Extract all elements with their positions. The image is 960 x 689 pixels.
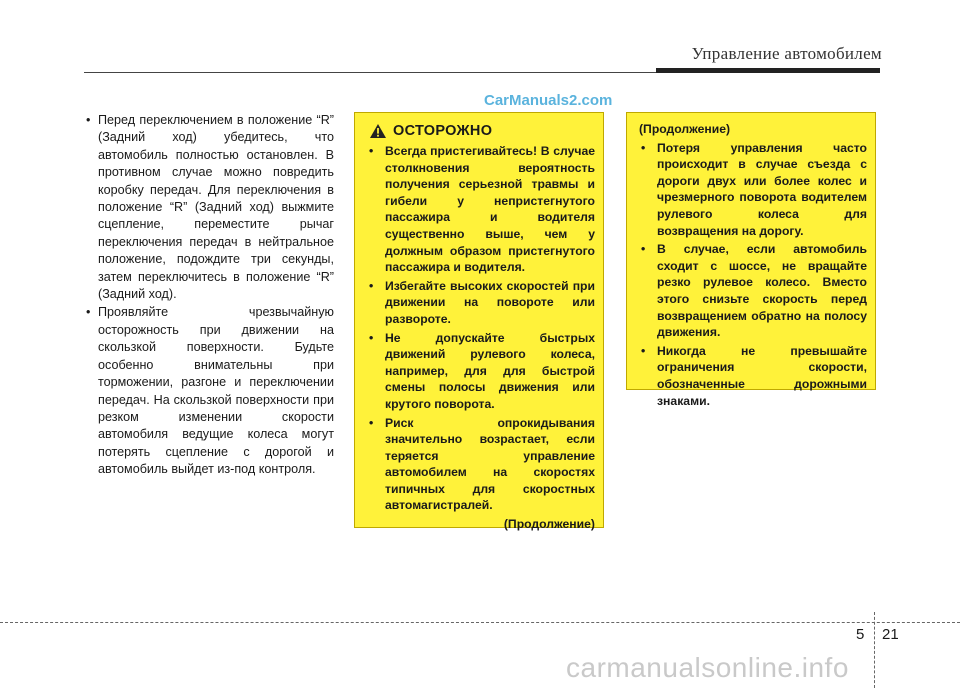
warning-item: • Всегда пристегивайтесь! В случае столкновения вероятность получения серьезной травмы и гибели у непристегнутого пассажира и водителя существенно выше, чем у должным образом пристегнутого пассажира и водителя. (363, 143, 595, 276)
warning-item: • Никогда не превышайте ограничения скорости, обозначенные дорожными знаками. (635, 343, 867, 409)
warning-continued-box (626, 112, 876, 408)
continued-label: (Продолжение) (503, 517, 595, 532)
warning-item: • Риск опрокидывания значительно возрастает, если теряется управление автомобилем на скоростях типичных для скоростных автомагистралей. (363, 415, 595, 515)
footer-divider (874, 612, 876, 688)
warning-header (369, 123, 595, 139)
watermark-top: CarManuals2.com (484, 92, 613, 109)
left-column (86, 112, 334, 480)
chapter-number: 5 (856, 626, 865, 643)
page-header-title: Управление автомобилем (691, 44, 882, 63)
continued-heading: (Продолжение) (639, 122, 731, 136)
warning-item: • Не допускайте быстрых движений рулевого колеса, например, для для быстрой смены полосы движения или крутого поворота. (363, 330, 595, 413)
watermark-bottom: carmanualsonline.info (566, 652, 849, 683)
warning-item: • В случае, если автомобиль сходит с шоссе, не вращайте резко рулевое колесо. Вместо этого снизьте скорость перед возвращением обратно на полосу движения. (635, 241, 867, 341)
warning-item: • Потеря управления часто происходит в случае съезда с дороги двух или более колес и чрезмерного поворота водителем рулевого колеса для возвращения на дорогу. (635, 140, 867, 240)
footer-rule (0, 622, 960, 623)
warning-triangle-icon (369, 123, 387, 139)
page-number: 21 (882, 626, 899, 643)
list-item: • Проявляйте чрезвычайную осторожность при движении на скользкой поверхности. Будьте особенно внимательны при торможении, разгоне и переключении передач. На скользкой поверхности при резком изменении скорости автомобиля ведущие колеса могут потерять сцепление с дорогой и автомобиль выйдет из-под контроля. (86, 304, 334, 478)
header-tab-bar (656, 68, 880, 73)
list-item: • Перед переключением в положение “R” (Задний ход) убедитесь, что автомобиль полностью остановлен. В противном случае можно повредить коробку передач. Для переключения в положение “R” (Задний ход) выжмите сцепление, переместите рычаг переключения передач в нейтральное положение, подождите три секунды, затем переключитесь в положение “R” (Задний ход). (86, 112, 334, 303)
warning-box (354, 112, 604, 532)
warning-title: ОСТОРОЖНО (393, 123, 493, 139)
warning-item: • Избегайте высоких скоростей при движении на повороте или развороте. (363, 278, 595, 328)
